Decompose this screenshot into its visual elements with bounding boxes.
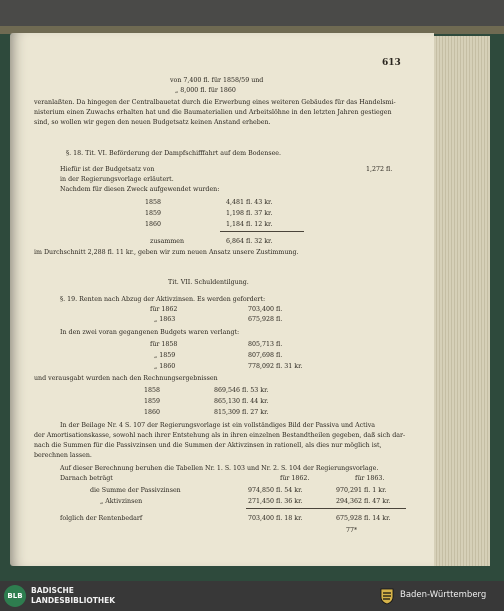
text-line: von 7,400 fl. für 1858/59 und <box>170 77 264 84</box>
page-edges <box>428 36 490 566</box>
library-name-line2: LANDESBIBLIOTHEK <box>31 596 116 605</box>
cell-value: 271,450 fl. 36 kr. <box>248 498 303 505</box>
paragraph-line: nach die Summen für die Passivzinsen und die Summen der Aktivzinsen in rationell, als dies nur möglich ist, <box>34 442 382 449</box>
table-year: 1858 <box>145 199 162 206</box>
library-name-line1: BADISCHE <box>31 586 74 595</box>
paragraph-line: nisterium einen Zuwachs erhalten hat und die Baumaterialien und Arbeitslöhne in den letzten Jahren gestiegen <box>34 109 392 116</box>
paragraph-line: Darnach beträgt <box>60 475 113 482</box>
page-number: 613 <box>382 58 401 68</box>
text-line: Hiefür ist der Budgetsatz von <box>60 166 155 173</box>
table-amount: 869,546 fl. 53 kr. <box>214 387 269 394</box>
budget-value: 1,272 fl. <box>366 166 393 173</box>
paragraph-line: sind, so wollen wir gegen den neuen Budgetsatz keinen Anstand erheben. <box>34 119 271 126</box>
table-year: „ 1863 <box>154 316 176 323</box>
table-year: 1858 <box>144 387 161 394</box>
text-line: Nachdem für diesen Zweck aufgewendet wurden: <box>60 186 220 193</box>
book-page <box>10 33 434 566</box>
text-line: im Durchschnitt 2,288 fl. 11 kr., geben wir zum neuen Ansatz unsere Zustimmung. <box>34 249 299 256</box>
cell-value: 974,850 fl. 54 kr. <box>248 487 303 494</box>
state-name[interactable]: Baden-Württemberg <box>400 590 487 600</box>
column-header: für 1862. <box>280 475 310 482</box>
table-year: für 1858 <box>150 341 178 348</box>
cell-value: 970,291 fl. 1 kr. <box>336 487 387 494</box>
cell-value: 703,400 fl. 18 kr. <box>248 515 303 522</box>
table-amount: 703,400 fl. <box>248 306 283 313</box>
table-year: „ 1860 <box>154 363 176 370</box>
cell-value: 675,928 fl. 14 kr. <box>336 515 391 522</box>
sum-value: 6,864 fl. 32 kr. <box>226 238 273 245</box>
table-year: 1860 <box>145 221 162 228</box>
table-amount: 807,698 fl. <box>248 352 283 359</box>
section-heading: Tit. VII. Schuldentilgung. <box>168 279 249 286</box>
table-year: 1860 <box>144 409 161 416</box>
row-label: „ Aktivzinsen <box>100 498 143 505</box>
sum-label: zusammen <box>150 238 185 245</box>
section-heading: §. 19. Renten nach Abzug der Aktivzinsen. Es werden gefordert: <box>60 296 266 303</box>
paragraph-line: veranlaßten. Da hingegen der Centralbauetat durch die Erwerbung eines weiteren Gebäudes für das Handelsmi- <box>34 99 396 106</box>
library-name[interactable] <box>31 586 115 606</box>
text-line: „ 8,000 fl. für 1860 <box>175 87 236 94</box>
table-amount: 1,184 fl. 12 kr. <box>226 221 273 228</box>
text-line: und verausgabt wurden nach den Rechnungsergebnissen <box>34 375 218 382</box>
table-amount: 805,713 fl. <box>248 341 283 348</box>
section-heading: §. 18. Tit. VI. Beförderung der Dampfschifffahrt auf dem Bodensee. <box>66 150 282 157</box>
sum-rule <box>220 231 304 232</box>
table-year: 1859 <box>145 210 162 217</box>
text-line: In den zwei voran gegangenen Budgets waren verlangt: <box>60 329 240 336</box>
cell-value: 294,362 fl. 47 kr. <box>336 498 391 505</box>
text-line: in der Regierungsvorlage erläutert. <box>60 176 174 183</box>
paragraph-line: berechnen lassen. <box>34 452 92 459</box>
footer-bar <box>0 581 504 611</box>
paragraph-line: In der Beilage Nr. 4 S. 107 der Regierungsvorlage ist ein vollständiges Bild der Passiva und Activa <box>60 422 376 429</box>
table-year: „ 1859 <box>154 352 176 359</box>
paragraph-line: der Amortisationskasse, sowohl nach ihrer Entstehung als in ihren einzelnen Bestandtheilen gegeben, daß sich dar- <box>34 432 406 439</box>
table-amount: 1,198 fl. 37 kr. <box>226 210 273 217</box>
row-label: folglich der Rentenbedarf <box>60 515 143 522</box>
blb-logo-icon[interactable]: BLB <box>4 585 26 607</box>
column-header: für 1863. <box>355 475 385 482</box>
table-amount: 778,092 fl. 31 kr. <box>248 363 303 370</box>
signature-mark: 77* <box>346 527 358 534</box>
table-amount: 815,309 fl. 27 kr. <box>214 409 269 416</box>
paragraph-line: Auf dieser Berechnung beruhen die Tabellen Nr. 1. S. 103 und Nr. 2. S. 104 der Regierungsvorlage. <box>60 465 379 472</box>
state-coat-of-arms-icon <box>378 587 396 605</box>
row-label: die Summe der Passivzinsen <box>90 487 181 494</box>
table-year: 1859 <box>144 398 161 405</box>
table-amount: 865,130 fl. 44 kr. <box>214 398 269 405</box>
table-amount: 675,928 fl. <box>248 316 283 323</box>
table-year: für 1862 <box>150 306 178 313</box>
sum-rule <box>246 508 406 509</box>
table-amount: 4,481 fl. 43 kr. <box>226 199 273 206</box>
